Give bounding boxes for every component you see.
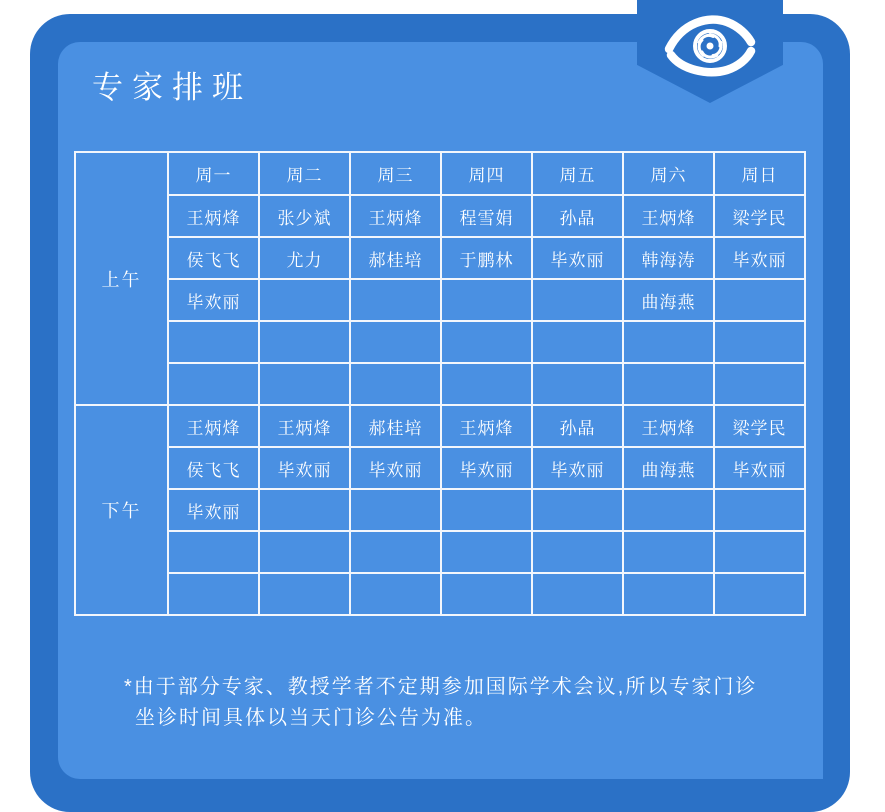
schedule-cell: 毕欢丽 [441,447,532,489]
schedule-cell [259,279,350,321]
schedule-cell [168,363,259,405]
schedule-cell [441,321,532,363]
schedule-cell: 韩海涛 [623,237,714,279]
table-row [75,405,805,447]
footnote-line: *由于部分专家、教授学者不定期参加国际学术会议,所以专家门诊 [124,676,758,698]
table-row [75,363,805,405]
schedule-cell [168,321,259,363]
schedule-cell: 毕欢丽 [168,279,259,321]
schedule-cell [532,531,623,573]
footnote [124,672,757,734]
schedule-cell [623,321,714,363]
schedule-cell: 于鹏林 [441,237,532,279]
schedule-cell [623,531,714,573]
schedule-cell [259,489,350,531]
schedule-cell: 王炳烽 [259,405,350,447]
schedule-cell: 毕欢丽 [714,447,805,489]
schedule-cell: 郝桂培 [350,237,441,279]
schedule-cell [714,363,805,405]
schedule-cell [714,573,805,615]
schedule-cell: 王炳烽 [168,195,259,237]
footnote-line: 坐诊时间具体以当天门诊公告为准。 [135,707,487,729]
day-header-cell: 周五 [532,152,623,195]
schedule-cell [350,363,441,405]
schedule-cell: 程雪娟 [441,195,532,237]
table-row [75,152,805,195]
schedule-cell [259,531,350,573]
schedule-cell [714,531,805,573]
schedule-cell [259,363,350,405]
schedule-cell [168,531,259,573]
day-header-cell: 周一 [168,152,259,195]
schedule-cell [532,279,623,321]
schedule-cell [441,573,532,615]
schedule-cell [623,363,714,405]
schedule-cell: 王炳烽 [168,405,259,447]
schedule-cell: 王炳烽 [623,405,714,447]
day-header-cell: 周三 [350,152,441,195]
schedule-cell [259,321,350,363]
schedule-cell: 侯飞飞 [168,237,259,279]
schedule-cell [441,363,532,405]
schedule-cell: 梁学民 [714,405,805,447]
table-row [75,573,805,615]
schedule-cell: 毕欢丽 [168,489,259,531]
schedule-cell: 侯飞飞 [168,447,259,489]
schedule-cell [350,531,441,573]
day-header-cell: 周四 [441,152,532,195]
schedule-cell [168,573,259,615]
schedule-cell: 郝桂培 [350,405,441,447]
schedule-cell [350,573,441,615]
day-header-cell: 周日 [714,152,805,195]
schedule-cell: 曲海燕 [623,279,714,321]
day-header-cell: 周二 [259,152,350,195]
page-title: 专家排班 [92,70,252,105]
schedule-cell: 梁学民 [714,195,805,237]
schedule-cell [532,321,623,363]
schedule-cell [623,489,714,531]
schedule-cell [532,573,623,615]
schedule-cell [532,363,623,405]
schedule-cell: 毕欢丽 [259,447,350,489]
table-row [75,321,805,363]
eye-swirl-icon [660,12,760,78]
table-row [75,447,805,489]
schedule-cell [714,279,805,321]
table-row [75,279,805,321]
schedule-cell: 毕欢丽 [350,447,441,489]
schedule-cell: 毕欢丽 [714,237,805,279]
period-cell-afternoon: 下午 [75,405,168,615]
schedule-cell: 尤力 [259,237,350,279]
schedule-cell [441,531,532,573]
schedule-cell: 孙晶 [532,405,623,447]
schedule-cell: 孙晶 [532,195,623,237]
table-row [75,531,805,573]
day-header-cell: 周六 [623,152,714,195]
schedule-cell: 王炳烽 [441,405,532,447]
table-row [75,195,805,237]
schedule-cell [532,489,623,531]
schedule-table [74,151,806,616]
schedule-cell [623,573,714,615]
table-row [75,489,805,531]
period-cell-morning: 上午 [75,152,168,405]
schedule-cell: 王炳烽 [623,195,714,237]
schedule-cell [350,489,441,531]
schedule-cell [441,279,532,321]
schedule-cell: 张少斌 [259,195,350,237]
schedule-cell: 王炳烽 [350,195,441,237]
schedule-cell [714,321,805,363]
schedule-cell [714,489,805,531]
table-row [75,237,805,279]
schedule-cell: 毕欢丽 [532,447,623,489]
schedule-cell [350,279,441,321]
schedule-cell [350,321,441,363]
schedule-cell: 毕欢丽 [532,237,623,279]
schedule-cell: 曲海燕 [623,447,714,489]
schedule-cell [259,573,350,615]
schedule-cell [441,489,532,531]
